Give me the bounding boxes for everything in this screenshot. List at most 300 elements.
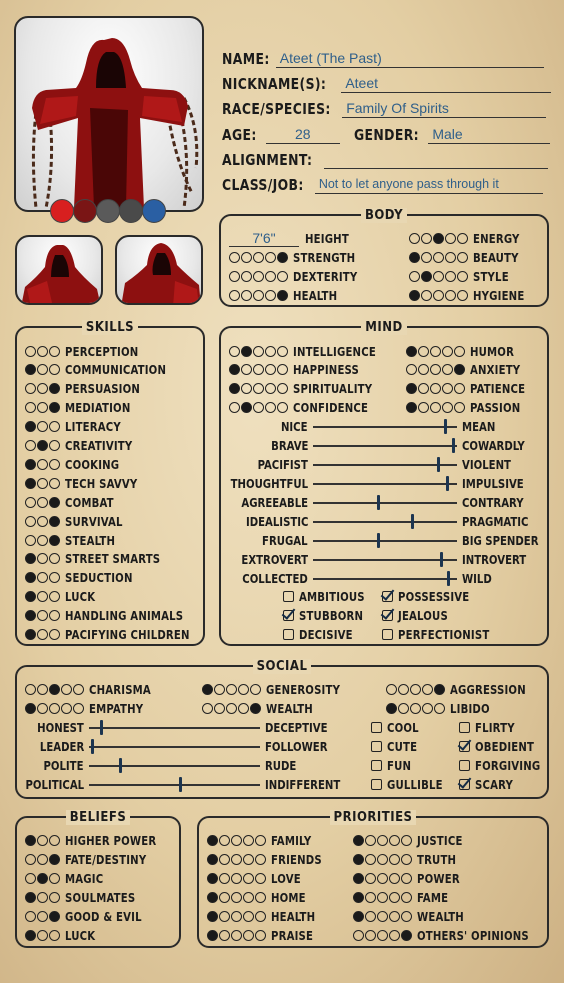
rating-dot-3[interactable] — [49, 911, 60, 922]
slider-marker[interactable] — [447, 571, 450, 586]
rating-dot-5[interactable] — [454, 383, 465, 394]
slider-marker[interactable] — [119, 758, 122, 773]
rating-dot-4[interactable] — [265, 290, 276, 301]
rating-dot-2[interactable] — [241, 271, 252, 282]
rating-dot-3[interactable] — [49, 497, 60, 508]
slider-track[interactable] — [313, 502, 457, 504]
rating-dot-2[interactable] — [365, 835, 376, 846]
rating-dot-1[interactable] — [229, 271, 240, 282]
rating-dot-2[interactable] — [365, 911, 376, 922]
rating-dot-2[interactable] — [421, 233, 432, 244]
rating-dot-4[interactable] — [389, 854, 400, 865]
rating-dot-4[interactable] — [265, 402, 276, 413]
rating-dot-2[interactable] — [37, 629, 48, 640]
rating-dot-1[interactable] — [25, 346, 36, 357]
rating-dot-4[interactable] — [389, 835, 400, 846]
rating-dot-3[interactable] — [49, 892, 60, 903]
gender-value[interactable]: Male — [428, 126, 550, 144]
rating-dot-2[interactable] — [219, 930, 230, 941]
rating-dot-4[interactable] — [265, 346, 276, 357]
rating-dot-5[interactable] — [277, 346, 288, 357]
rating-dot-2[interactable] — [37, 911, 48, 922]
checkbox[interactable] — [283, 610, 294, 621]
rating-dot-4[interactable] — [243, 930, 254, 941]
rating-dot-2[interactable] — [241, 402, 252, 413]
rating-dot-3[interactable] — [49, 535, 60, 546]
slider-track[interactable] — [89, 727, 260, 729]
rating-dot-2[interactable] — [219, 873, 230, 884]
age-field[interactable] — [222, 122, 550, 144]
rating-dot-3[interactable] — [231, 835, 242, 846]
rating-dot-3[interactable] — [377, 835, 388, 846]
social-trait-gullible[interactable] — [371, 775, 449, 793]
mind-slider-brave-cowardly[interactable] — [221, 436, 547, 454]
name-field[interactable] — [222, 46, 544, 68]
rating-dot-2[interactable] — [37, 591, 48, 602]
rating-dot-2[interactable] — [365, 854, 376, 865]
rating-dot-1[interactable] — [229, 346, 240, 357]
rating-dot-3[interactable] — [430, 402, 441, 413]
rating-dot-3[interactable] — [49, 873, 60, 884]
rating-dot-5[interactable] — [277, 290, 288, 301]
rating-dot-5[interactable] — [277, 383, 288, 394]
rating-dot-3[interactable] — [49, 703, 60, 714]
rating-dot-3[interactable] — [49, 383, 60, 394]
social-trait-forgiving[interactable] — [459, 756, 548, 774]
rating-dot-1[interactable] — [25, 703, 36, 714]
rating-dot-3[interactable] — [49, 572, 60, 583]
rating-dot-1[interactable] — [25, 892, 36, 903]
rating-dot-1[interactable] — [229, 402, 240, 413]
rating-dot-1[interactable] — [409, 252, 420, 263]
mind-slider-thoughtful-impulsive[interactable] — [221, 474, 547, 492]
checkbox[interactable] — [371, 760, 382, 771]
rating-dot-1[interactable] — [25, 497, 36, 508]
rating-dot-3[interactable] — [433, 271, 444, 282]
social-trait-scary[interactable] — [459, 775, 517, 793]
rating-dot-1[interactable] — [406, 402, 417, 413]
rating-dot-3[interactable] — [253, 271, 264, 282]
mind-slider-extrovert-introvert[interactable] — [221, 550, 547, 568]
rating-dot-1[interactable] — [25, 383, 36, 394]
rating-dot-5[interactable] — [255, 930, 266, 941]
rating-dot-4[interactable] — [238, 684, 249, 695]
rating-dot-3[interactable] — [49, 854, 60, 865]
rating-dot-3[interactable] — [253, 346, 264, 357]
rating-dot-2[interactable] — [241, 364, 252, 375]
mind-slider-frugal-big-spender[interactable] — [221, 531, 547, 549]
rating-dot-2[interactable] — [37, 497, 48, 508]
rating-dot-4[interactable] — [389, 873, 400, 884]
rating-dot-2[interactable] — [37, 835, 48, 846]
rating-dot-4[interactable] — [442, 383, 453, 394]
rating-dot-4[interactable] — [265, 271, 276, 282]
checkbox[interactable] — [371, 741, 382, 752]
rating-dot-2[interactable] — [241, 252, 252, 263]
rating-dot-2[interactable] — [37, 346, 48, 357]
slider-track[interactable] — [313, 483, 457, 485]
rating-dot-5[interactable] — [454, 364, 465, 375]
rating-dot-3[interactable] — [49, 364, 60, 375]
rating-dot-4[interactable] — [238, 703, 249, 714]
class-value[interactable]: Not to let anyone pass through it — [315, 176, 543, 194]
slider-track[interactable] — [313, 464, 457, 466]
rating-dot-4[interactable] — [243, 911, 254, 922]
checkbox[interactable] — [459, 760, 470, 771]
rating-dot-1[interactable] — [25, 440, 36, 451]
rating-dot-4[interactable] — [442, 402, 453, 413]
rating-dot-1[interactable] — [229, 252, 240, 263]
rating-dot-3[interactable] — [49, 610, 60, 621]
rating-dot-5[interactable] — [250, 684, 261, 695]
rating-dot-2[interactable] — [37, 684, 48, 695]
checkbox[interactable] — [382, 591, 393, 602]
rating-dot-1[interactable] — [25, 478, 36, 489]
rating-dot-3[interactable] — [433, 290, 444, 301]
rating-dot-1[interactable] — [386, 703, 397, 714]
age-value[interactable]: 28 — [266, 126, 340, 144]
rating-dot-5[interactable] — [277, 252, 288, 263]
rating-dot-2[interactable] — [241, 346, 252, 357]
rating-dot-4[interactable] — [265, 383, 276, 394]
rating-dot-4[interactable] — [389, 911, 400, 922]
rating-dot-3[interactable] — [253, 383, 264, 394]
rating-dot-3[interactable] — [49, 629, 60, 640]
rating-dot-3[interactable] — [253, 364, 264, 375]
mind-trait-possessive[interactable] — [382, 587, 477, 605]
rating-dot-2[interactable] — [37, 553, 48, 564]
rating-dot-2[interactable] — [37, 516, 48, 527]
rating-dot-1[interactable] — [25, 535, 36, 546]
rating-dot-1[interactable] — [207, 930, 218, 941]
rating-dot-3[interactable] — [430, 383, 441, 394]
rating-dot-1[interactable] — [386, 684, 397, 695]
rating-dot-4[interactable] — [389, 930, 400, 941]
rating-dot-2[interactable] — [37, 364, 48, 375]
rating-dot-1[interactable] — [353, 835, 364, 846]
social-trait-cute[interactable] — [371, 737, 421, 755]
height-row[interactable] — [229, 229, 354, 247]
race-field[interactable] — [222, 96, 546, 118]
mind-trait-ambitious[interactable] — [283, 587, 372, 605]
rating-dot-3[interactable] — [49, 478, 60, 489]
social-trait-fun[interactable] — [371, 756, 414, 774]
rating-dot-1[interactable] — [353, 854, 364, 865]
rating-dot-2[interactable] — [214, 684, 225, 695]
rating-dot-2[interactable] — [219, 854, 230, 865]
mind-trait-perfectionist[interactable] — [382, 625, 500, 643]
rating-dot-4[interactable] — [265, 252, 276, 263]
checkbox[interactable] — [283, 629, 294, 640]
checkbox[interactable] — [459, 779, 470, 790]
rating-dot-4[interactable] — [243, 892, 254, 903]
slider-marker[interactable] — [179, 777, 182, 792]
rating-dot-5[interactable] — [401, 873, 412, 884]
mind-trait-stubborn[interactable] — [283, 606, 370, 624]
rating-dot-2[interactable] — [418, 402, 429, 413]
rating-dot-2[interactable] — [37, 854, 48, 865]
rating-dot-1[interactable] — [207, 892, 218, 903]
rating-dot-2[interactable] — [398, 703, 409, 714]
rating-dot-1[interactable] — [25, 402, 36, 413]
rating-dot-2[interactable] — [37, 892, 48, 903]
rating-dot-3[interactable] — [410, 703, 421, 714]
rating-dot-3[interactable] — [231, 911, 242, 922]
class-field[interactable] — [222, 172, 543, 194]
rating-dot-3[interactable] — [49, 402, 60, 413]
slider-marker[interactable] — [91, 739, 94, 754]
rating-dot-3[interactable] — [231, 892, 242, 903]
slider-marker[interactable] — [377, 495, 380, 510]
rating-dot-5[interactable] — [457, 290, 468, 301]
checkbox[interactable] — [371, 722, 382, 733]
rating-dot-1[interactable] — [25, 835, 36, 846]
rating-dot-2[interactable] — [418, 346, 429, 357]
rating-dot-5[interactable] — [454, 402, 465, 413]
rating-dot-2[interactable] — [241, 290, 252, 301]
rating-dot-4[interactable] — [61, 703, 72, 714]
rating-dot-5[interactable] — [401, 911, 412, 922]
rating-dot-2[interactable] — [365, 873, 376, 884]
alignment-field[interactable] — [222, 147, 548, 169]
rating-dot-3[interactable] — [377, 854, 388, 865]
slider-marker[interactable] — [100, 720, 103, 735]
rating-dot-3[interactable] — [430, 364, 441, 375]
rating-dot-3[interactable] — [231, 930, 242, 941]
slider-track[interactable] — [313, 540, 457, 542]
rating-dot-1[interactable] — [25, 459, 36, 470]
rating-dot-2[interactable] — [421, 252, 432, 263]
social-trait-obedient[interactable] — [459, 737, 541, 755]
rating-dot-2[interactable] — [365, 892, 376, 903]
rating-dot-3[interactable] — [49, 346, 60, 357]
rating-dot-3[interactable] — [49, 421, 60, 432]
rating-dot-3[interactable] — [49, 684, 60, 695]
social-trait-cool[interactable] — [371, 718, 422, 736]
rating-dot-5[interactable] — [255, 854, 266, 865]
rating-dot-4[interactable] — [442, 364, 453, 375]
rating-dot-4[interactable] — [243, 835, 254, 846]
rating-dot-3[interactable] — [377, 930, 388, 941]
rating-dot-4[interactable] — [422, 684, 433, 695]
slider-track[interactable] — [89, 765, 260, 767]
rating-dot-1[interactable] — [229, 290, 240, 301]
checkbox[interactable] — [382, 629, 393, 640]
rating-dot-3[interactable] — [377, 911, 388, 922]
slider-track[interactable] — [313, 521, 457, 523]
rating-dot-2[interactable] — [37, 930, 48, 941]
rating-dot-1[interactable] — [25, 553, 36, 564]
slider-marker[interactable] — [377, 533, 380, 548]
slider-track[interactable] — [313, 426, 457, 428]
rating-dot-5[interactable] — [457, 252, 468, 263]
rating-dot-2[interactable] — [398, 684, 409, 695]
rating-dot-2[interactable] — [37, 459, 48, 470]
rating-dot-2[interactable] — [37, 873, 48, 884]
rating-dot-5[interactable] — [73, 703, 84, 714]
rating-dot-5[interactable] — [277, 364, 288, 375]
rating-dot-2[interactable] — [418, 364, 429, 375]
rating-dot-2[interactable] — [37, 402, 48, 413]
slider-track[interactable] — [313, 559, 457, 561]
rating-dot-2[interactable] — [37, 535, 48, 546]
rating-dot-5[interactable] — [255, 835, 266, 846]
rating-dot-1[interactable] — [25, 421, 36, 432]
rating-dot-4[interactable] — [442, 346, 453, 357]
rating-dot-2[interactable] — [421, 290, 432, 301]
rating-dot-1[interactable] — [409, 233, 420, 244]
rating-dot-1[interactable] — [25, 516, 36, 527]
rating-dot-2[interactable] — [37, 610, 48, 621]
rating-dot-1[interactable] — [409, 290, 420, 301]
name-value[interactable]: Ateet (The Past) — [276, 50, 544, 68]
rating-dot-1[interactable] — [202, 703, 213, 714]
race-value[interactable]: Family Of Spirits — [342, 100, 546, 118]
rating-dot-2[interactable] — [365, 930, 376, 941]
rating-dot-3[interactable] — [231, 873, 242, 884]
rating-dot-1[interactable] — [406, 383, 417, 394]
rating-dot-2[interactable] — [37, 572, 48, 583]
rating-dot-1[interactable] — [409, 271, 420, 282]
slider-marker[interactable] — [446, 476, 449, 491]
rating-dot-5[interactable] — [401, 835, 412, 846]
rating-dot-1[interactable] — [353, 873, 364, 884]
rating-dot-3[interactable] — [433, 252, 444, 263]
mind-slider-collected-wild[interactable] — [221, 569, 547, 587]
rating-dot-3[interactable] — [49, 553, 60, 564]
rating-dot-3[interactable] — [377, 873, 388, 884]
rating-dot-1[interactable] — [207, 854, 218, 865]
rating-dot-4[interactable] — [445, 290, 456, 301]
rating-dot-3[interactable] — [231, 854, 242, 865]
rating-dot-3[interactable] — [226, 684, 237, 695]
slider-marker[interactable] — [437, 457, 440, 472]
rating-dot-1[interactable] — [202, 684, 213, 695]
rating-dot-1[interactable] — [25, 930, 36, 941]
nickname-field[interactable] — [222, 71, 551, 93]
rating-dot-4[interactable] — [243, 854, 254, 865]
nickname-value[interactable]: Ateet — [341, 75, 551, 93]
rating-dot-4[interactable] — [445, 252, 456, 263]
rating-dot-3[interactable] — [49, 591, 60, 602]
rating-dot-1[interactable] — [25, 854, 36, 865]
rating-dot-3[interactable] — [253, 402, 264, 413]
mind-slider-nice-mean[interactable] — [221, 417, 547, 435]
rating-dot-3[interactable] — [253, 290, 264, 301]
rating-dot-5[interactable] — [401, 930, 412, 941]
rating-dot-2[interactable] — [214, 703, 225, 714]
rating-dot-2[interactable] — [421, 271, 432, 282]
rating-dot-1[interactable] — [25, 629, 36, 640]
rating-dot-1[interactable] — [353, 930, 364, 941]
checkbox[interactable] — [371, 779, 382, 790]
rating-dot-3[interactable] — [226, 703, 237, 714]
checkbox[interactable] — [283, 591, 294, 602]
rating-dot-1[interactable] — [25, 591, 36, 602]
height-value[interactable]: 7'6" — [229, 230, 299, 247]
rating-dot-5[interactable] — [457, 271, 468, 282]
checkbox[interactable] — [459, 722, 470, 733]
rating-dot-3[interactable] — [49, 459, 60, 470]
slider-track[interactable] — [89, 746, 260, 748]
rating-dot-5[interactable] — [73, 684, 84, 695]
rating-dot-1[interactable] — [353, 911, 364, 922]
rating-dot-5[interactable] — [277, 402, 288, 413]
rating-dot-2[interactable] — [418, 383, 429, 394]
rating-dot-3[interactable] — [253, 252, 264, 263]
rating-dot-5[interactable] — [401, 892, 412, 903]
mind-slider-pacifist-violent[interactable] — [221, 455, 547, 473]
alignment-value[interactable] — [324, 151, 548, 169]
rating-dot-2[interactable] — [37, 383, 48, 394]
rating-dot-1[interactable] — [207, 835, 218, 846]
rating-dot-5[interactable] — [434, 684, 445, 695]
rating-dot-5[interactable] — [454, 346, 465, 357]
mind-trait-decisive[interactable] — [283, 625, 359, 643]
rating-dot-5[interactable] — [255, 892, 266, 903]
rating-dot-5[interactable] — [255, 873, 266, 884]
rating-dot-3[interactable] — [49, 440, 60, 451]
rating-dot-4[interactable] — [265, 364, 276, 375]
rating-dot-5[interactable] — [250, 703, 261, 714]
rating-dot-2[interactable] — [37, 703, 48, 714]
rating-dot-1[interactable] — [25, 873, 36, 884]
mind-slider-idealistic-pragmatic[interactable] — [221, 512, 547, 530]
rating-dot-1[interactable] — [353, 892, 364, 903]
rating-dot-5[interactable] — [277, 271, 288, 282]
rating-dot-5[interactable] — [434, 703, 445, 714]
slider-marker[interactable] — [411, 514, 414, 529]
rating-dot-1[interactable] — [229, 364, 240, 375]
rating-dot-1[interactable] — [25, 364, 36, 375]
rating-dot-2[interactable] — [219, 911, 230, 922]
rating-dot-4[interactable] — [243, 873, 254, 884]
rating-dot-1[interactable] — [25, 610, 36, 621]
rating-dot-1[interactable] — [406, 364, 417, 375]
slider-marker[interactable] — [452, 438, 455, 453]
rating-dot-4[interactable] — [422, 703, 433, 714]
rating-dot-2[interactable] — [37, 421, 48, 432]
rating-dot-1[interactable] — [229, 383, 240, 394]
rating-dot-3[interactable] — [430, 346, 441, 357]
rating-dot-3[interactable] — [49, 516, 60, 527]
rating-dot-2[interactable] — [241, 383, 252, 394]
rating-dot-5[interactable] — [401, 854, 412, 865]
rating-dot-4[interactable] — [445, 233, 456, 244]
rating-dot-3[interactable] — [433, 233, 444, 244]
rating-dot-3[interactable] — [377, 892, 388, 903]
rating-dot-1[interactable] — [406, 346, 417, 357]
slider-marker[interactable] — [440, 552, 443, 567]
rating-dot-3[interactable] — [49, 930, 60, 941]
rating-dot-2[interactable] — [219, 835, 230, 846]
rating-dot-5[interactable] — [255, 911, 266, 922]
social-trait-flirty[interactable] — [459, 718, 519, 736]
rating-dot-4[interactable] — [445, 271, 456, 282]
slider-track[interactable] — [313, 445, 457, 447]
rating-dot-4[interactable] — [61, 684, 72, 695]
slider-track[interactable] — [313, 578, 457, 580]
mind-slider-agreeable-contrary[interactable] — [221, 493, 547, 511]
rating-dot-3[interactable] — [49, 835, 60, 846]
slider-track[interactable] — [89, 784, 260, 786]
rating-dot-1[interactable] — [25, 911, 36, 922]
rating-dot-1[interactable] — [25, 684, 36, 695]
rating-dot-2[interactable] — [37, 478, 48, 489]
rating-dot-3[interactable] — [410, 684, 421, 695]
rating-dot-4[interactable] — [389, 892, 400, 903]
checkbox[interactable] — [459, 741, 470, 752]
